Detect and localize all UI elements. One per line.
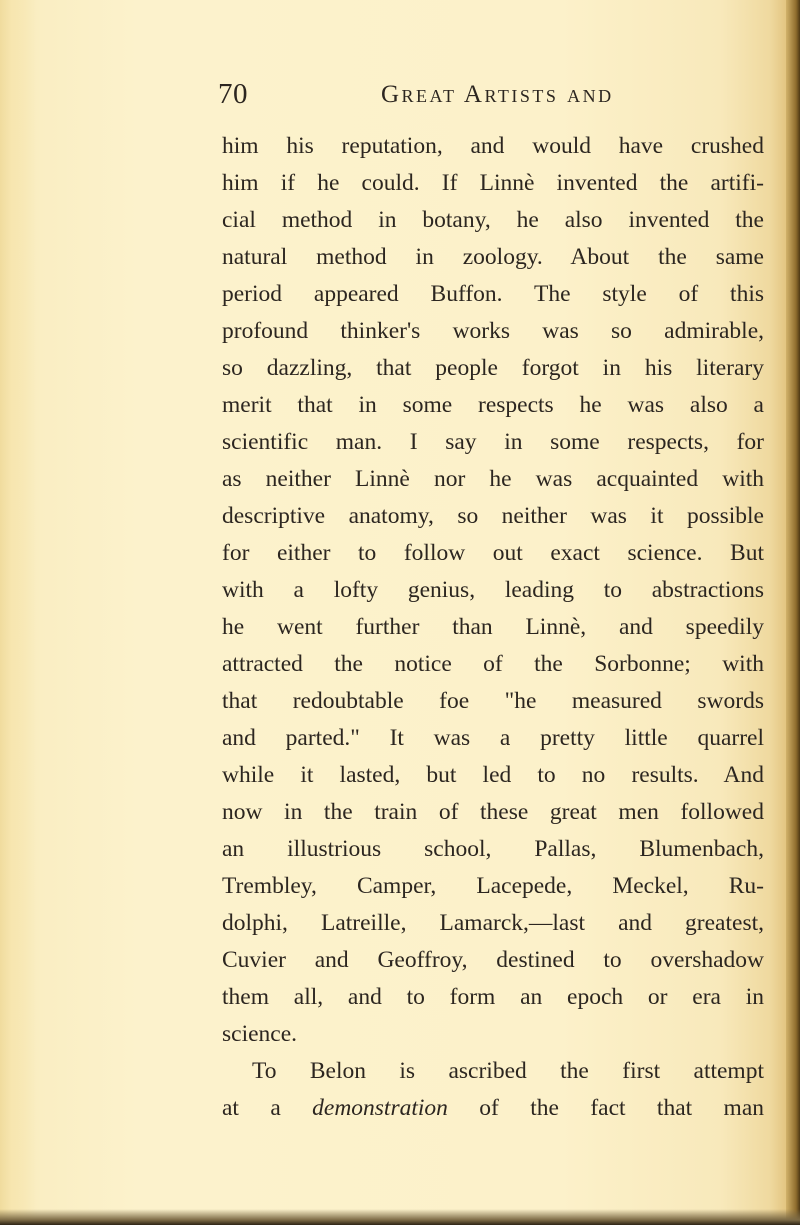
text-line: an illustrious school, Pallas, Blumenbach, [222, 836, 764, 862]
text-line: profound thinker's works was so admirable, [222, 318, 764, 344]
text-line: him if he could. If Linnè invented the artifi- [222, 170, 764, 196]
text-line: Cuvier and Geoffroy, destined to overshadow [222, 947, 764, 973]
text-line: dolphi, Latreille, Lamarck,—last and greatest, [222, 910, 764, 936]
text-line: scientific man. I say in some respects, for [222, 429, 764, 455]
running-head: Great Artists and [381, 81, 614, 108]
text-line: he went further than Linnè, and speedily [222, 614, 764, 640]
emphasized-word: demonstration [312, 1095, 448, 1121]
text-line: as neither Linnè nor he was acquainted with [222, 466, 764, 492]
text-line: now in the train of these great men followed [222, 799, 764, 825]
text-line: descriptive anatomy, so neither was it possible [222, 503, 764, 529]
text-line: him his reputation, and would have crushed [222, 133, 764, 159]
text-line: them all, and to form an epoch or era in [222, 984, 764, 1010]
text-line: so dazzling, that people forgot in his literary [222, 355, 764, 381]
text-line: with a lofty genius, leading to abstractions [222, 577, 764, 603]
text-line: while it lasted, but led to no results. And [222, 762, 764, 788]
text-line: cial method in botany, he also invented the [222, 207, 764, 233]
page-gutter-shadow [0, 0, 36, 1225]
text-line: natural method in zoology. About the same [222, 244, 764, 270]
text-line: period appeared Buffon. The style of this [222, 281, 764, 307]
text-line-with-emphasis [222, 1090, 764, 1127]
text-line: for either to follow out exact science. But [222, 540, 764, 566]
text-run: at a [222, 1095, 281, 1121]
page-bottom-shadow [0, 1209, 800, 1225]
text-line: and parted." It was a pretty little quarrel [222, 725, 764, 751]
text-line-paragraph-start: To Belon is ascribed the first attempt [252, 1058, 764, 1084]
text-line-paragraph-end: science. [222, 1021, 298, 1047]
body-text [222, 128, 764, 1127]
text-line: that redoubtable foe "he measured swords [222, 688, 764, 714]
page-header [218, 78, 778, 118]
text-line: Trembley, Camper, Lacepede, Meckel, Ru- [222, 873, 764, 899]
text-run: of the fact that man [479, 1095, 764, 1121]
text-line: attracted the notice of the Sorbonne; with [222, 651, 764, 677]
text-line: merit that in some respects he was also a [222, 392, 764, 418]
page-edge-shadow [786, 0, 800, 1225]
page-number: 70 [218, 78, 248, 110]
